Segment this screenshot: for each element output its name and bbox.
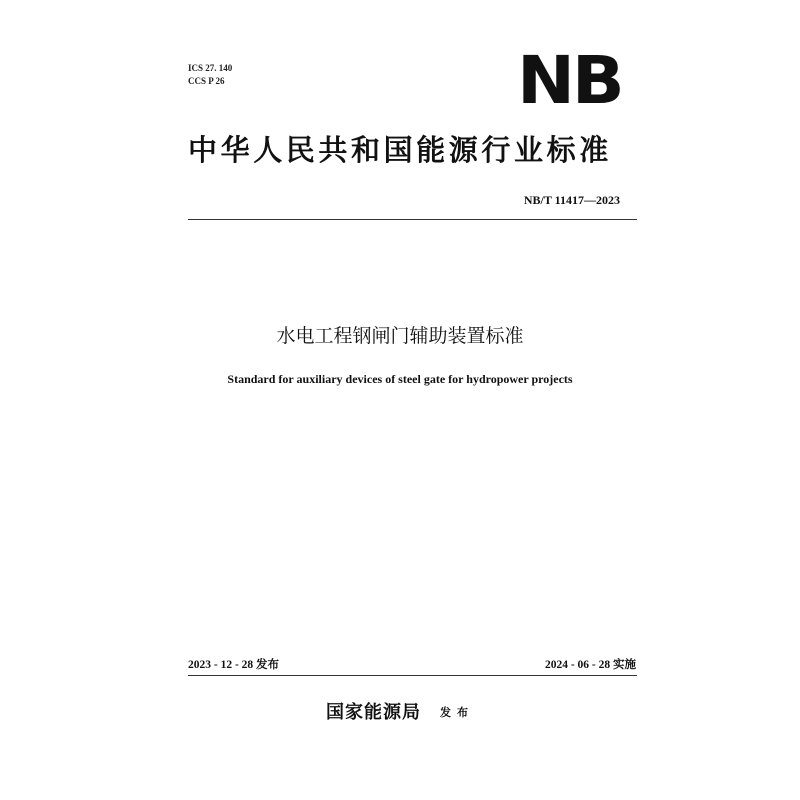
document-title-chinese: 水电工程钢闸门辅助装置标准 (276, 325, 524, 347)
standard-number: NB/T 11417—2023 (523, 193, 620, 207)
ccs-code: CCS P 26 (188, 76, 225, 86)
implementation-date: 2024 - 06 - 28 实施 (544, 659, 636, 671)
publisher-name: 国家能源局 (325, 702, 421, 723)
top-divider (188, 219, 637, 220)
bottom-divider (188, 675, 637, 676)
standard-category-title: 中华人民共和国能源行业标准 (188, 133, 612, 167)
classification-codes (188, 62, 232, 88)
issue-date: 2023 - 12 - 28 发布 (188, 659, 280, 671)
nb-logo: NB (517, 42, 622, 119)
ics-code: ICS 27. 140 (188, 63, 233, 73)
document-title-english: Standard for auxiliary devices of steel gate for hydropower projects (227, 372, 573, 386)
publisher-block (0, 700, 800, 726)
publisher-action: 发布 (440, 706, 475, 719)
